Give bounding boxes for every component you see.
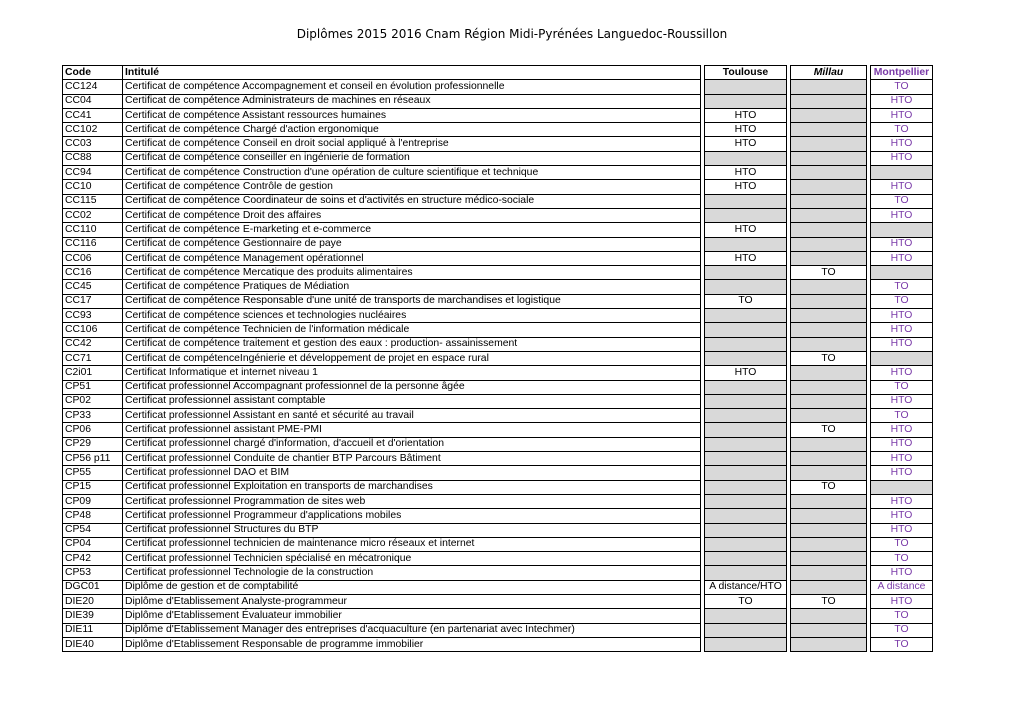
- code-cell: CP04: [63, 537, 123, 551]
- title-cell: Diplôme d'Etablissement Manager des entreprises d'acquaculture (en partenariat avec Intechmer): [123, 623, 701, 637]
- title-cell: Certificat de compétence Contrôle de gestion: [123, 180, 701, 194]
- toulouse-cell: [705, 94, 787, 108]
- millau-cell: TO: [791, 351, 867, 365]
- code-cell: DIE20: [63, 594, 123, 608]
- code-cell: CC71: [63, 351, 123, 365]
- title-cell: Certificat professionnel Technologie de la construction: [123, 566, 701, 580]
- table-row: [63, 180, 933, 194]
- millau-cell: [791, 494, 867, 508]
- montpellier-cell: [871, 351, 933, 365]
- toulouse-cell: HTO: [705, 108, 787, 122]
- table-row: [63, 394, 933, 408]
- title-cell: Certificat professionnel technicien de maintenance micro réseaux et internet: [123, 537, 701, 551]
- millau-cell: [791, 637, 867, 651]
- toulouse-cell: A distance/HTO: [705, 580, 787, 594]
- table-row: [63, 509, 933, 523]
- title-cell: Certificat de compétence sciences et technologies nucléaires: [123, 309, 701, 323]
- code-cell: CC06: [63, 251, 123, 265]
- title-cell: Certificat de compétenceIngénierie et développement de projet en espace rural: [123, 351, 701, 365]
- montpellier-cell: HTO: [871, 437, 933, 451]
- table-row: [63, 80, 933, 94]
- code-cell: CP15: [63, 480, 123, 494]
- table-row: [63, 423, 933, 437]
- toulouse-cell: [705, 266, 787, 280]
- montpellier-cell: TO: [871, 409, 933, 423]
- millau-cell: TO: [791, 423, 867, 437]
- title-cell: Certificat professionnel Exploitation en transports de marchandises: [123, 480, 701, 494]
- toulouse-cell: [705, 237, 787, 251]
- header-toulouse: Toulouse: [705, 66, 787, 80]
- millau-cell: [791, 437, 867, 451]
- table-body: [63, 80, 933, 652]
- montpellier-cell: HTO: [871, 208, 933, 222]
- table-row: [63, 166, 933, 180]
- code-cell: DGC01: [63, 580, 123, 594]
- title-cell: Certificat de compétence Technicien de l'information médicale: [123, 323, 701, 337]
- table-row: [63, 251, 933, 265]
- montpellier-cell: [871, 166, 933, 180]
- table-row: [63, 594, 933, 608]
- title-cell: Certificat professionnel Programmation de sites web: [123, 494, 701, 508]
- montpellier-cell: TO: [871, 623, 933, 637]
- millau-cell: [791, 194, 867, 208]
- code-cell: CP55: [63, 466, 123, 480]
- toulouse-cell: HTO: [705, 180, 787, 194]
- millau-cell: TO: [791, 266, 867, 280]
- millau-cell: [791, 623, 867, 637]
- code-cell: CC41: [63, 108, 123, 122]
- montpellier-cell: HTO: [871, 494, 933, 508]
- title-cell: Diplôme d'Etablissement Évaluateur immobilier: [123, 609, 701, 623]
- code-cell: CP09: [63, 494, 123, 508]
- montpellier-cell: HTO: [871, 251, 933, 265]
- title-cell: Diplôme d'Etablissement Analyste-programmeur: [123, 594, 701, 608]
- millau-cell: [791, 366, 867, 380]
- table-row: [63, 609, 933, 623]
- table-row: [63, 580, 933, 594]
- montpellier-cell: HTO: [871, 566, 933, 580]
- table-row: [63, 237, 933, 251]
- toulouse-cell: [705, 208, 787, 222]
- montpellier-cell: TO: [871, 280, 933, 294]
- title-cell: Certificat professionnel Structures du BTP: [123, 523, 701, 537]
- toulouse-cell: [705, 494, 787, 508]
- table-row: [63, 151, 933, 165]
- table-row: [63, 637, 933, 651]
- millau-cell: [791, 580, 867, 594]
- montpellier-cell: HTO: [871, 309, 933, 323]
- code-cell: CC124: [63, 80, 123, 94]
- title-cell: Certificat professionnel assistant PME-PMI: [123, 423, 701, 437]
- title-cell: Certificat professionnel Programmeur d'applications mobiles: [123, 509, 701, 523]
- toulouse-cell: [705, 437, 787, 451]
- montpellier-cell: TO: [871, 537, 933, 551]
- table-row: [63, 266, 933, 280]
- code-cell: CC102: [63, 123, 123, 137]
- toulouse-cell: HTO: [705, 366, 787, 380]
- millau-cell: [791, 166, 867, 180]
- montpellier-cell: [871, 223, 933, 237]
- code-cell: DIE11: [63, 623, 123, 637]
- table-row: [63, 409, 933, 423]
- table-row: [63, 366, 933, 380]
- page-title: Diplômes 2015 2016 Cnam Région Midi-Pyrénées Languedoc-Roussillon: [296, 27, 728, 41]
- millau-cell: [791, 137, 867, 151]
- millau-cell: [791, 337, 867, 351]
- millau-cell: [791, 94, 867, 108]
- table-row: [63, 208, 933, 222]
- millau-cell: [791, 509, 867, 523]
- code-cell: CC45: [63, 280, 123, 294]
- montpellier-cell: TO: [871, 194, 933, 208]
- title-cell: Certificat de compétence Chargé d'action ergonomique: [123, 123, 701, 137]
- table-row: [63, 280, 933, 294]
- table-row: [63, 437, 933, 451]
- montpellier-cell: HTO: [871, 337, 933, 351]
- millau-cell: [791, 466, 867, 480]
- montpellier-cell: HTO: [871, 323, 933, 337]
- title-cell: Certificat de compétence conseiller en ingénierie de formation: [123, 151, 701, 165]
- toulouse-cell: [705, 452, 787, 466]
- table-row: [63, 223, 933, 237]
- code-cell: CP42: [63, 552, 123, 566]
- code-cell: CP33: [63, 409, 123, 423]
- code-cell: CC02: [63, 208, 123, 222]
- table-row: [63, 137, 933, 151]
- title-cell: Certificat de compétence Droit des affaires: [123, 208, 701, 222]
- diploma-table: [62, 65, 933, 652]
- toulouse-cell: [705, 423, 787, 437]
- toulouse-cell: [705, 509, 787, 523]
- millau-cell: [791, 223, 867, 237]
- millau-cell: TO: [791, 594, 867, 608]
- montpellier-cell: TO: [871, 380, 933, 394]
- montpellier-cell: HTO: [871, 452, 933, 466]
- montpellier-cell: HTO: [871, 509, 933, 523]
- toulouse-cell: [705, 609, 787, 623]
- montpellier-cell: HTO: [871, 366, 933, 380]
- millau-cell: [791, 208, 867, 222]
- toulouse-cell: [705, 480, 787, 494]
- millau-cell: [791, 523, 867, 537]
- code-cell: CC04: [63, 94, 123, 108]
- title-cell: Certificat de compétence Construction d'une opération de culture scientifique et technique: [123, 166, 701, 180]
- code-cell: CC93: [63, 309, 123, 323]
- title-cell: Certificat de compétence Accompagnement et conseil en évolution professionnelle: [123, 80, 701, 94]
- title-cell: Diplôme d'Etablissement Responsable de programme immobilier: [123, 637, 701, 651]
- toulouse-cell: [705, 309, 787, 323]
- title-cell: Certificat de compétence Mercatique des produits alimentaires: [123, 266, 701, 280]
- header-row: [63, 66, 933, 80]
- montpellier-cell: A distance: [871, 580, 933, 594]
- toulouse-cell: [705, 351, 787, 365]
- header-millau: Millau: [791, 66, 867, 80]
- code-cell: CC110: [63, 223, 123, 237]
- millau-cell: [791, 251, 867, 265]
- code-cell: CC16: [63, 266, 123, 280]
- montpellier-cell: HTO: [871, 523, 933, 537]
- title-cell: Certificat de compétence Assistant ressources humaines: [123, 108, 701, 122]
- table-row: [63, 323, 933, 337]
- header-code: Code: [63, 66, 123, 80]
- toulouse-cell: HTO: [705, 137, 787, 151]
- toulouse-cell: [705, 337, 787, 351]
- code-cell: CP06: [63, 423, 123, 437]
- millau-cell: [791, 294, 867, 308]
- toulouse-cell: [705, 80, 787, 94]
- code-cell: CC17: [63, 294, 123, 308]
- code-cell: CC106: [63, 323, 123, 337]
- toulouse-cell: [705, 394, 787, 408]
- montpellier-cell: HTO: [871, 137, 933, 151]
- table-row: [63, 351, 933, 365]
- toulouse-cell: [705, 194, 787, 208]
- code-cell: CC03: [63, 137, 123, 151]
- table-row: [63, 537, 933, 551]
- montpellier-cell: HTO: [871, 237, 933, 251]
- montpellier-cell: [871, 480, 933, 494]
- code-cell: CP54: [63, 523, 123, 537]
- montpellier-cell: HTO: [871, 394, 933, 408]
- table-row: [63, 566, 933, 580]
- title-cell: Certificat de compétence Management opérationnel: [123, 251, 701, 265]
- table-row: [63, 94, 933, 108]
- millau-cell: [791, 323, 867, 337]
- montpellier-cell: HTO: [871, 151, 933, 165]
- title-cell: Certificat professionnel DAO et BIM: [123, 466, 701, 480]
- code-cell: CC115: [63, 194, 123, 208]
- title-cell: Certificat de compétence Pratiques de Médiation: [123, 280, 701, 294]
- toulouse-cell: [705, 466, 787, 480]
- millau-cell: [791, 452, 867, 466]
- code-cell: DIE39: [63, 609, 123, 623]
- toulouse-cell: [705, 552, 787, 566]
- toulouse-cell: [705, 523, 787, 537]
- table-row: [63, 194, 933, 208]
- millau-cell: [791, 394, 867, 408]
- table-row: [63, 552, 933, 566]
- title-cell: Certificat de compétence Responsable d'une unité de transports de marchandises et logistique: [123, 294, 701, 308]
- title-cell: Certificat de compétence Conseil en droit social appliqué à l'entreprise: [123, 137, 701, 151]
- montpellier-cell: HTO: [871, 423, 933, 437]
- toulouse-cell: HTO: [705, 223, 787, 237]
- title-cell: Certificat de compétence Coordinateur de soins et d'activités en structure médico-sociale: [123, 194, 701, 208]
- millau-cell: [791, 609, 867, 623]
- table-row: [63, 623, 933, 637]
- table-row: [63, 309, 933, 323]
- millau-cell: [791, 552, 867, 566]
- montpellier-cell: TO: [871, 294, 933, 308]
- toulouse-cell: [705, 537, 787, 551]
- montpellier-cell: TO: [871, 552, 933, 566]
- toulouse-cell: [705, 623, 787, 637]
- table-row: [63, 123, 933, 137]
- montpellier-cell: HTO: [871, 108, 933, 122]
- code-cell: CP29: [63, 437, 123, 451]
- millau-cell: [791, 280, 867, 294]
- toulouse-cell: TO: [705, 594, 787, 608]
- montpellier-cell: HTO: [871, 466, 933, 480]
- table-row: [63, 480, 933, 494]
- toulouse-cell: [705, 409, 787, 423]
- title-cell: Certificat Informatique et internet niveau 1: [123, 366, 701, 380]
- millau-cell: [791, 108, 867, 122]
- table-row: [63, 466, 933, 480]
- code-cell: CP48: [63, 509, 123, 523]
- millau-cell: [791, 566, 867, 580]
- montpellier-cell: HTO: [871, 594, 933, 608]
- title-cell: Certificat professionnel Assistant en santé et sécurité au travail: [123, 409, 701, 423]
- montpellier-cell: TO: [871, 80, 933, 94]
- table-row: [63, 452, 933, 466]
- toulouse-cell: TO: [705, 294, 787, 308]
- table-row: [63, 337, 933, 351]
- code-cell: C2i01: [63, 366, 123, 380]
- millau-cell: [791, 237, 867, 251]
- montpellier-cell: TO: [871, 123, 933, 137]
- header-title: Intitulé: [123, 66, 701, 80]
- code-cell: CC116: [63, 237, 123, 251]
- header-montpellier: Montpellier: [871, 66, 933, 80]
- code-cell: CP53: [63, 566, 123, 580]
- code-cell: CP02: [63, 394, 123, 408]
- title-cell: Certificat de compétence traitement et gestion des eaux : production- assainissement: [123, 337, 701, 351]
- millau-cell: [791, 309, 867, 323]
- montpellier-cell: [871, 266, 933, 280]
- toulouse-cell: [705, 151, 787, 165]
- toulouse-cell: HTO: [705, 123, 787, 137]
- millau-cell: [791, 537, 867, 551]
- title-cell: Certificat professionnel assistant comptable: [123, 394, 701, 408]
- title-cell: Certificat de compétence Administrateurs de machines en réseaux: [123, 94, 701, 108]
- montpellier-cell: TO: [871, 637, 933, 651]
- code-cell: CP56 p11: [63, 452, 123, 466]
- millau-cell: [791, 80, 867, 94]
- millau-cell: [791, 123, 867, 137]
- code-cell: CC88: [63, 151, 123, 165]
- montpellier-cell: TO: [871, 609, 933, 623]
- millau-cell: [791, 380, 867, 394]
- code-cell: CP51: [63, 380, 123, 394]
- title-cell: Certificat professionnel Accompagnant professionnel de la personne âgée: [123, 380, 701, 394]
- toulouse-cell: HTO: [705, 166, 787, 180]
- code-cell: CC94: [63, 166, 123, 180]
- toulouse-cell: [705, 566, 787, 580]
- code-cell: DIE40: [63, 637, 123, 651]
- toulouse-cell: [705, 637, 787, 651]
- table-row: [63, 523, 933, 537]
- table-row: [63, 380, 933, 394]
- title-cell: Certificat de compétence Gestionnaire de paye: [123, 237, 701, 251]
- toulouse-cell: [705, 380, 787, 394]
- toulouse-cell: HTO: [705, 251, 787, 265]
- title-cell: Certificat de compétence E-marketing et e-commerce: [123, 223, 701, 237]
- code-cell: CC10: [63, 180, 123, 194]
- table-row: [63, 108, 933, 122]
- table-row: [63, 494, 933, 508]
- table-row: [63, 294, 933, 308]
- millau-cell: [791, 151, 867, 165]
- millau-cell: [791, 180, 867, 194]
- title-cell: Certificat professionnel Conduite de chantier BTP Parcours Bâtiment: [123, 452, 701, 466]
- title-cell: Certificat professionnel chargé d'information, d'accueil et d'orientation: [123, 437, 701, 451]
- title-cell: Certificat professionnel Technicien spécialisé en mécatronique: [123, 552, 701, 566]
- millau-cell: [791, 409, 867, 423]
- montpellier-cell: HTO: [871, 180, 933, 194]
- title-cell: Diplôme de gestion et de comptabilité: [123, 580, 701, 594]
- toulouse-cell: [705, 323, 787, 337]
- code-cell: CC42: [63, 337, 123, 351]
- toulouse-cell: [705, 280, 787, 294]
- millau-cell: TO: [791, 480, 867, 494]
- montpellier-cell: HTO: [871, 94, 933, 108]
